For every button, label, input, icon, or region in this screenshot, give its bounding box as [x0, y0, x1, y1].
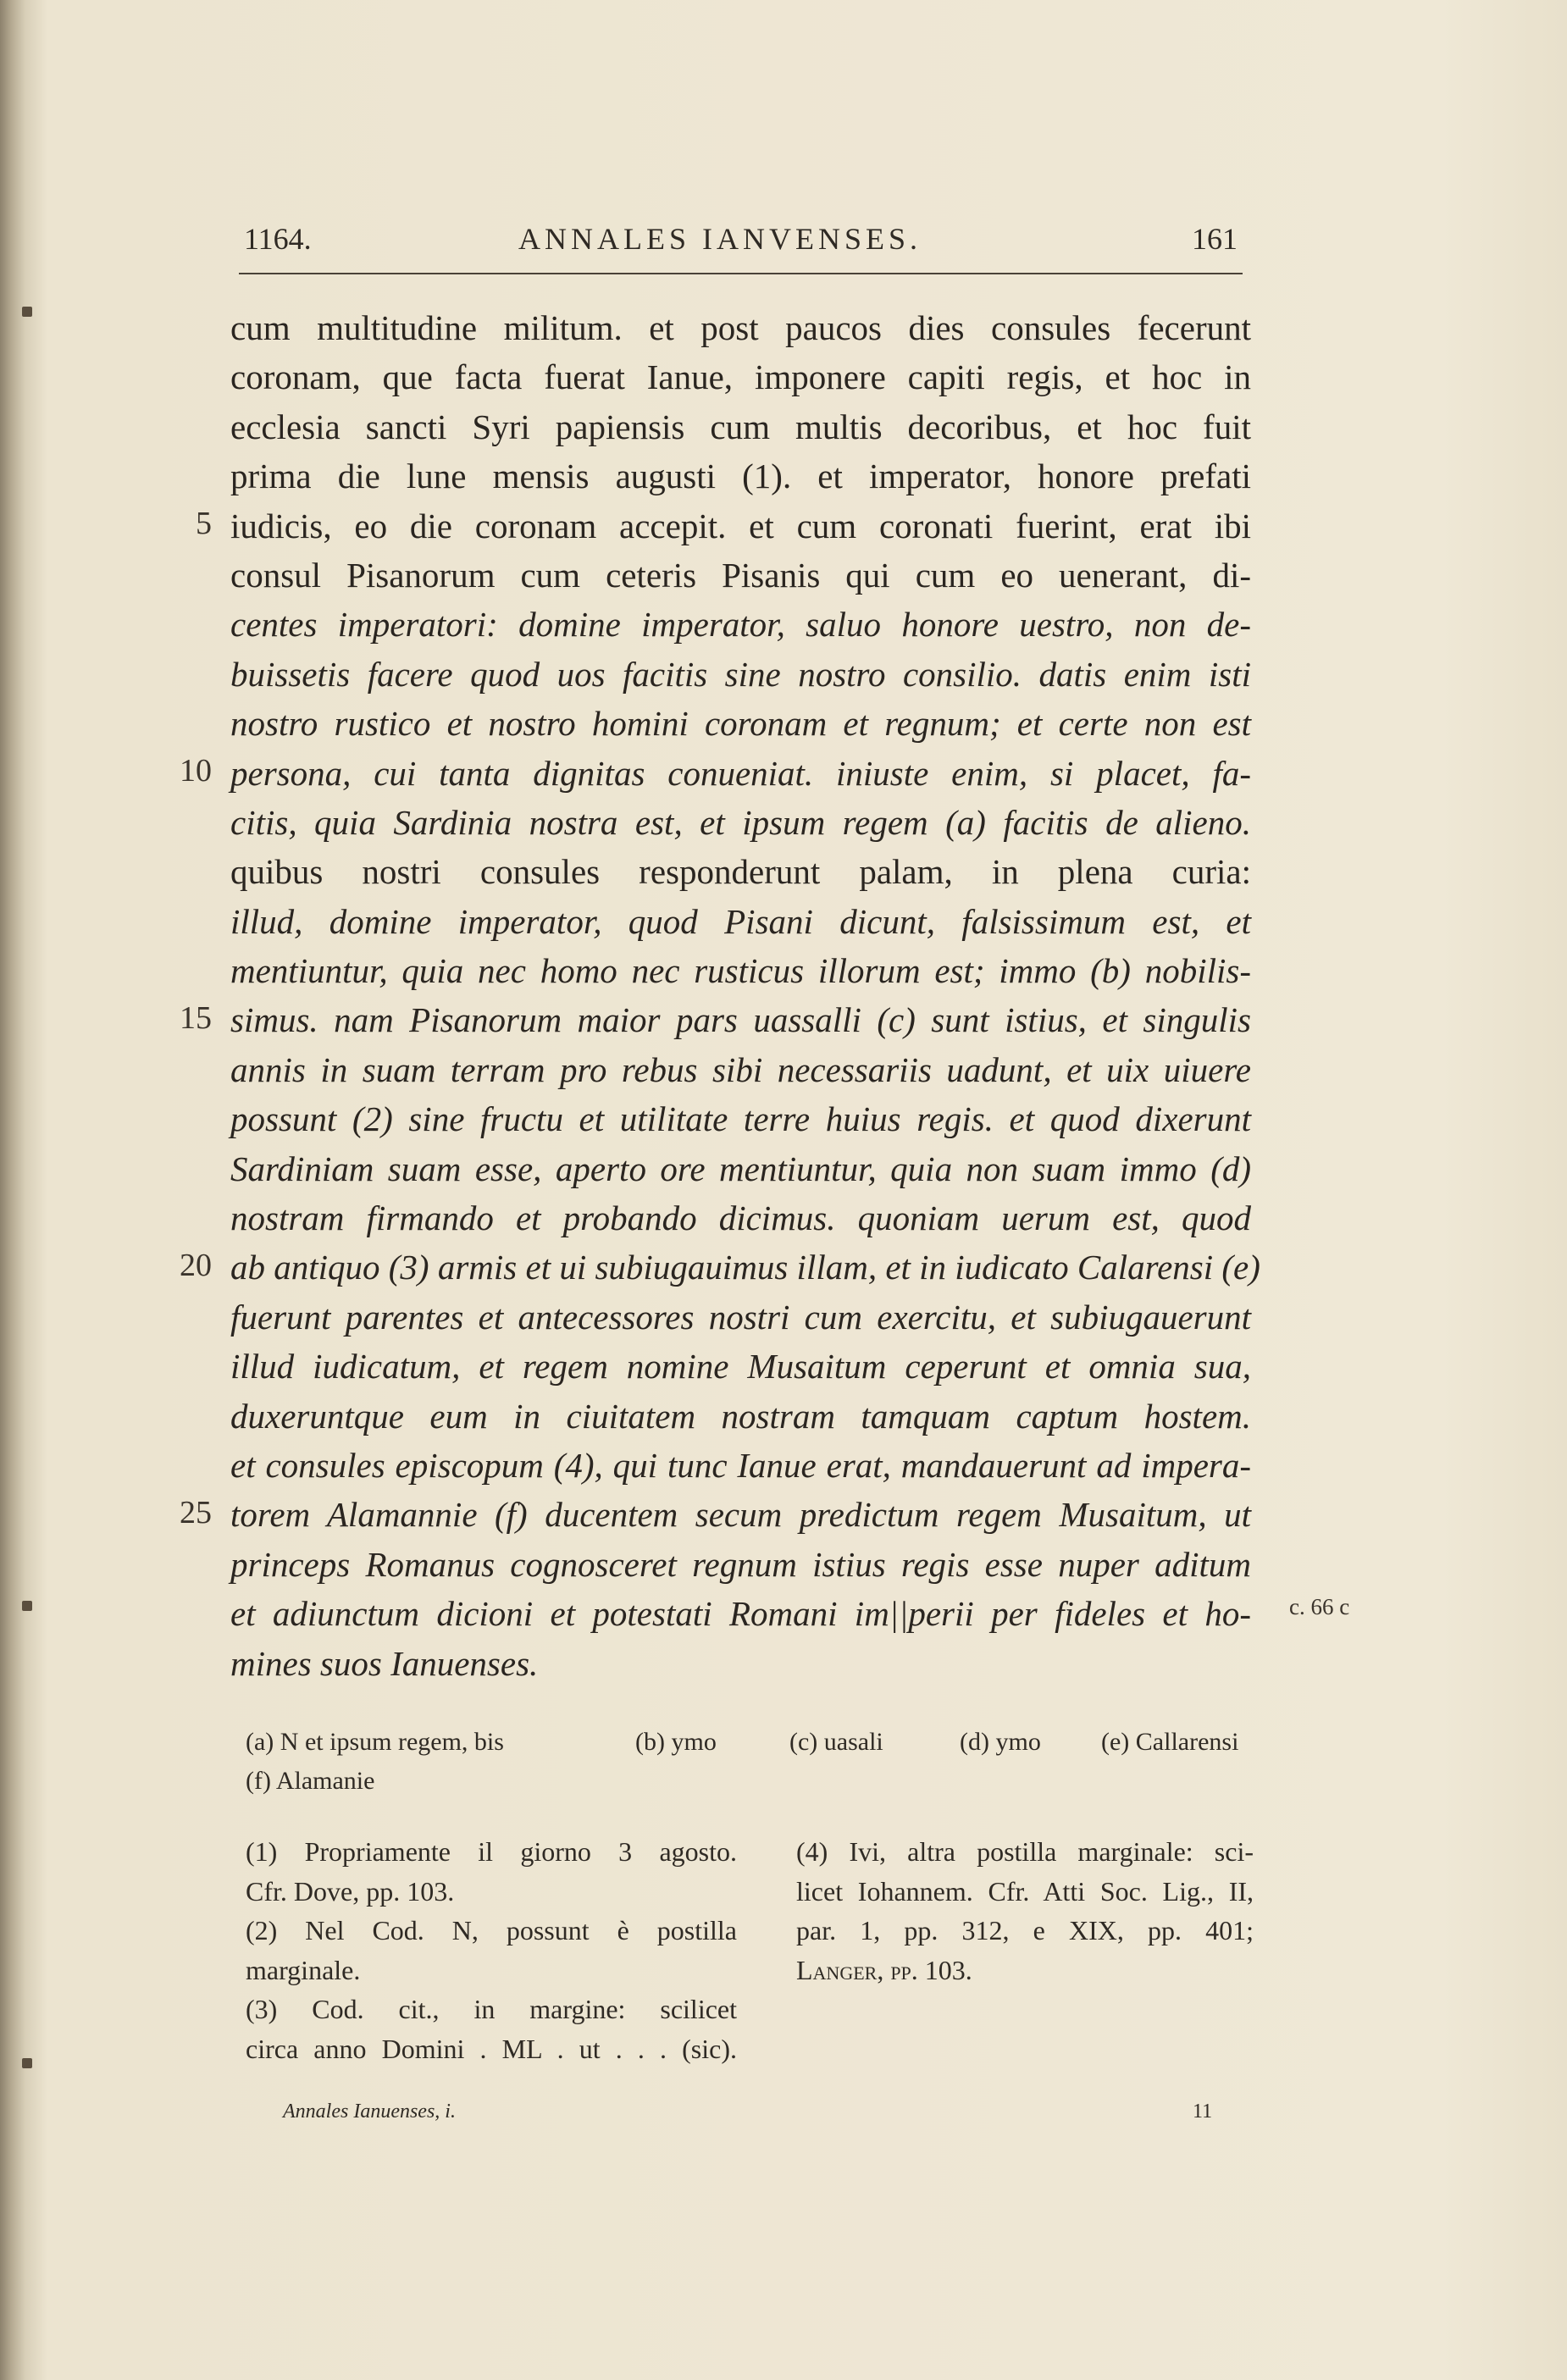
footnote-line: Langer, pp. 103. [796, 1954, 972, 1985]
main-text [230, 303, 1260, 1688]
text-line: mentiuntur, quia nec homo nec rusticus illorum est; immo (b) nobilis- [230, 951, 1251, 991]
text-line: fuerunt parentes et antecessores nostri cum exercitu, et subiugauerunt [230, 1297, 1251, 1337]
apparatus-entry: (b) ymo [635, 1728, 717, 1756]
margin-reference: c. 66 c [1289, 1594, 1350, 1619]
text-line: buissetis facere quod uos facitis sine nostro consilio. datis enim isti [230, 654, 1251, 694]
page-number: 161 [1192, 222, 1238, 256]
footnote-line: par. 1, pp. 312, e XIX, pp. 401; [796, 1915, 1254, 1946]
line-number: 10 [180, 753, 212, 789]
text-line: et adiunctum dicioni et potestati Romani im||perii per fideles et ho- [230, 1594, 1251, 1634]
text-line: persona, cui tanta dignitas conueniat. iniuste enim, si placet, fa- [230, 753, 1251, 793]
apparatus-entry: (c) uasali [789, 1728, 883, 1756]
binding-mark [22, 2058, 32, 2068]
footnote-line: marginale. [246, 1954, 361, 1985]
text-line: princeps Romanus cognosceret regnum istius regis esse nuper aditum [230, 1544, 1251, 1584]
text-line: prima die lune mensis augusti (1). et imperator, honore prefati [230, 457, 1251, 496]
footnote-line: (1) Propriamente il giorno 3 agosto. [246, 1836, 737, 1867]
text-line: centes imperatori: domine imperator, saluo honore uestro, non de- [230, 605, 1251, 645]
footnote-line: (2) Nel Cod. N, possunt è postilla [246, 1915, 737, 1946]
line-number: 25 [180, 1495, 212, 1530]
footnote-line: (3) Cod. cit., in margine: scilicet [246, 1994, 737, 2024]
sheet-number: 11 [1193, 2100, 1213, 2123]
running-header [239, 216, 1243, 275]
footnote-line: (4) Ivi, altra postilla marginale: sci- [796, 1836, 1254, 1867]
binding-mark [22, 1601, 32, 1611]
footnotes-right-column [796, 1832, 1254, 1990]
text-line: cum multitudine militum. et post paucos dies consules fecerunt [230, 308, 1251, 347]
footnote-line: circa anno Domini . ML . ut . . . (sic). [246, 2033, 737, 2064]
footnotes-left-column [246, 1832, 737, 2068]
text-line: torem Alamannie (f) ducentem secum predictum regem Musaitum, ut [230, 1495, 1251, 1535]
apparatus-entry: (e) Callarensi [1101, 1728, 1239, 1756]
text-line: citis, quia Sardinia nostra est, et ipsum regem (a) facitis de alieno. [230, 802, 1251, 842]
text-line: ecclesia sancti Syri papiensis cum multis decoribus, et hoc fuit [230, 407, 1251, 446]
text-line: nostram firmando et probando dicimus. quoniam uerum est, quod [230, 1198, 1251, 1238]
text-line: et consules episcopum (4), qui tunc Ianue erat, mandauerunt ad impera- [230, 1445, 1251, 1485]
line-number: 20 [180, 1248, 212, 1283]
text-line: simus. nam Pisanorum maior pars uassalli (c) sunt istius, et singulis [230, 1000, 1251, 1040]
text-line: nostro rustico et nostro homini coronam et regnum; et certe non est [230, 704, 1251, 744]
header-rule [239, 273, 1243, 274]
binding-mark [22, 307, 32, 317]
text-line: quibus nostri consules responderunt palam, in plena curia: [230, 852, 1251, 892]
text-line: consul Pisanorum cum ceteris Pisanis qui cum eo uenerant, di- [230, 555, 1251, 595]
text-line: possunt (2) sine fructu et utilitate terre huius regis. et quod dixerunt [230, 1099, 1251, 1139]
text-line: annis in suam terram pro rebus sibi necessariis uadunt, et uix uiuere [230, 1049, 1251, 1089]
apparatus-entry: (a) N et ipsum regem, bis [246, 1728, 504, 1756]
footnote-line: licet Iohannem. Cfr. Atti Soc. Lig., II, [796, 1875, 1254, 1907]
text-line: Sardiniam suam esse, aperto ore mentiuntur, quia non suam immo (d) [230, 1148, 1251, 1188]
footnote-line: Cfr. Dove, pp. 103. [246, 1875, 455, 1907]
header-year: 1164. [244, 222, 312, 256]
line-number: 5 [196, 506, 212, 541]
text-line: illud, domine imperator, quod Pisani dicunt, falsissimum est, et [230, 901, 1251, 941]
header-title: ANNALES IANVENSES. [518, 222, 922, 256]
apparatus-entry: (d) ymo [960, 1728, 1041, 1756]
text-line: ab antiquo (3) armis et ui subiugauimus illam, et in iudicato Calarensi (e) [230, 1248, 1260, 1287]
text-line: coronam, que facta fuerat Ianue, imponere capiti regis, et hoc in [230, 357, 1251, 397]
signature-mark: Annales Ianuenses, i. [283, 2100, 456, 2123]
text-line: iudicis, eo die coronam accepit. et cum coronati fuerint, erat ibi [230, 506, 1251, 545]
apparatus-entry: (f) Alamanie [246, 1767, 375, 1795]
text-line: duxeruntque eum in ciuitatem nostram tamquam captum hostem. [230, 1396, 1251, 1436]
line-number: 15 [180, 1000, 212, 1036]
text-line: illud iudicatum, et regem nomine Musaitum ceperunt et omnia sua, [230, 1347, 1251, 1386]
text-line: mines suos Ianuenses. [230, 1643, 539, 1683]
